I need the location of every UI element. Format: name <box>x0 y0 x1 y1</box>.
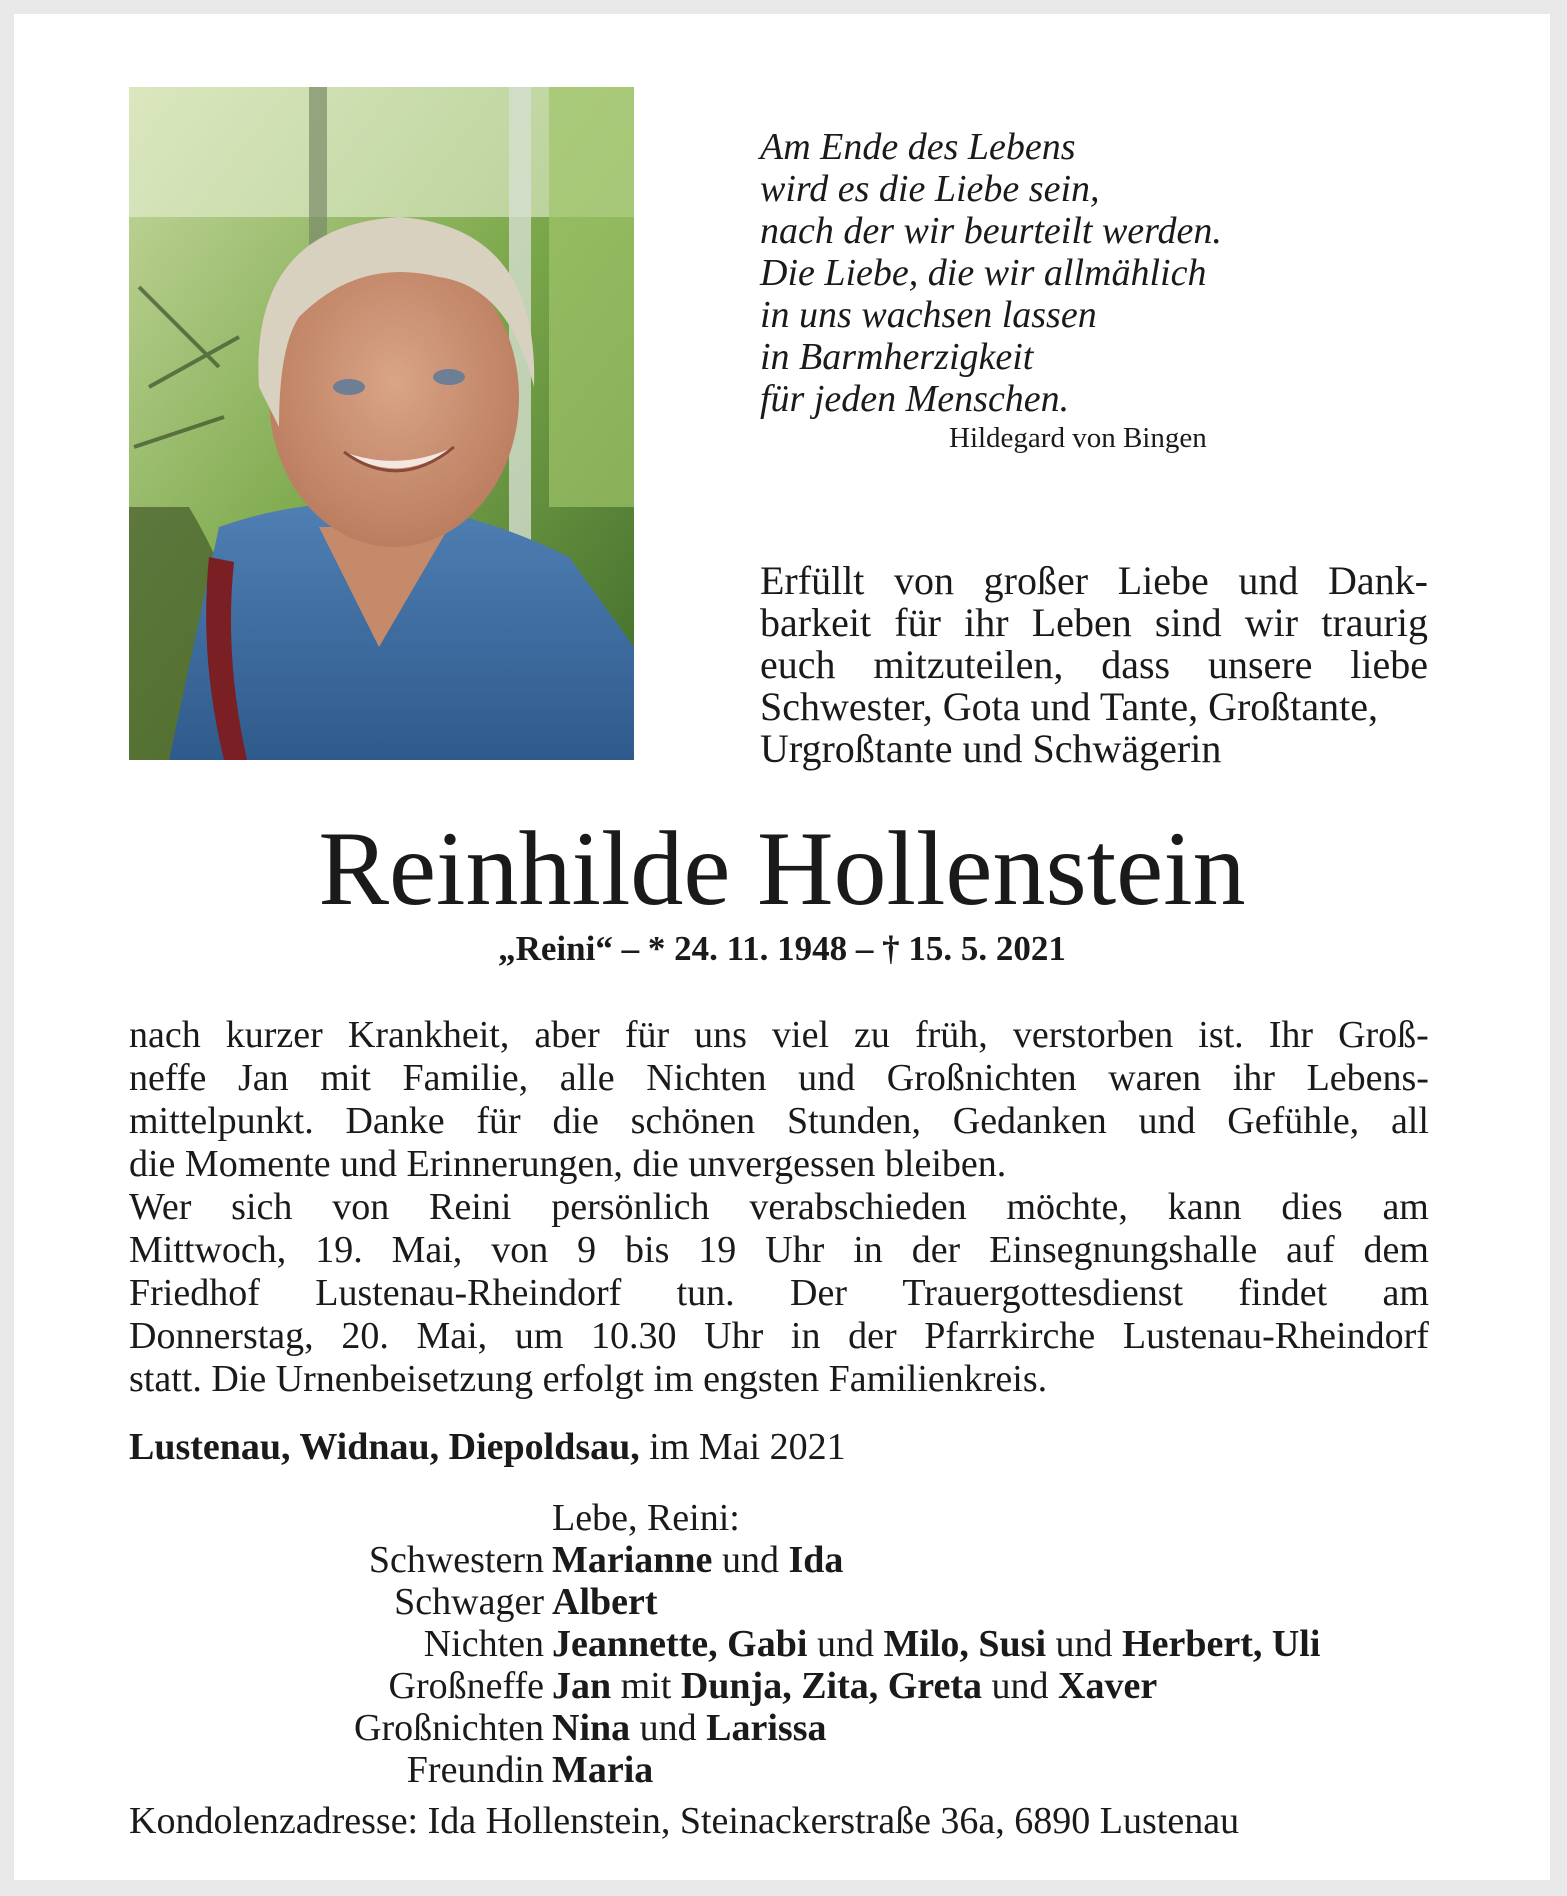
family-names <box>552 1581 658 1623</box>
word: kurzer <box>225 1014 323 1056</box>
word: von <box>332 1186 390 1228</box>
word: Liebe <box>1117 558 1209 603</box>
word: dass <box>1101 642 1171 687</box>
family-names <box>552 1539 843 1581</box>
word: großer <box>983 558 1089 603</box>
word: Großnichten <box>886 1057 1077 1099</box>
poem-line: in Barmherzigkeit <box>760 336 1034 378</box>
word: in <box>790 1315 821 1357</box>
word: Uhr <box>704 1315 764 1357</box>
family-role: Großnichten <box>354 1707 544 1749</box>
word: Jan <box>237 1057 289 1099</box>
poem-line: in uns wachsen lassen <box>760 294 1097 336</box>
word: dem <box>1363 1229 1429 1271</box>
word: viel <box>772 1014 829 1056</box>
word: Erfüllt <box>760 558 865 603</box>
family-person: Herbert, Uli <box>1122 1623 1321 1665</box>
poem-line: Die Liebe, die wir allmählich <box>760 252 1207 294</box>
portrait-image <box>129 87 634 760</box>
family-heading: Lebe, Reini: <box>552 1497 740 1539</box>
family-names <box>552 1707 827 1749</box>
intro-line: Schwester, Gota und Tante, Großtante, <box>760 684 1379 729</box>
word: ist. <box>1198 1014 1244 1056</box>
word: traurig <box>1321 600 1428 645</box>
deceased-name: Reinhilde Hollenstein <box>318 810 1246 927</box>
poem-line: für jeden Menschen. <box>760 378 1070 420</box>
word: um <box>514 1315 564 1357</box>
word: Wer <box>129 1186 192 1228</box>
word: dies <box>1281 1186 1343 1228</box>
word: Groß- <box>1338 1014 1429 1056</box>
family-list <box>14 1497 1550 1791</box>
word: schönen <box>630 1100 756 1142</box>
word: ihr <box>964 600 1009 645</box>
word: Gefühle, <box>1227 1100 1360 1142</box>
word: Ihr <box>1268 1014 1314 1056</box>
family-role: Schwager <box>394 1581 544 1623</box>
family-connector: und <box>991 1665 1049 1707</box>
word: der <box>848 1315 897 1357</box>
family-connector: mit <box>620 1665 672 1707</box>
family-person: Milo, Susi <box>883 1623 1047 1665</box>
place-names: Lustenau, Widnau, Diepoldsau, <box>129 1426 640 1468</box>
word: Gedanken <box>952 1100 1107 1142</box>
family-row <box>14 1623 1550 1665</box>
family-role: Großneffe <box>388 1665 544 1707</box>
word: 10.30 <box>591 1315 677 1357</box>
intro-line <box>760 602 1428 644</box>
word: und <box>1138 1100 1196 1142</box>
word: Reini <box>429 1186 512 1228</box>
word: waren <box>1108 1057 1202 1099</box>
family-person: Xaver <box>1058 1665 1158 1707</box>
word: auf <box>1286 1229 1335 1271</box>
word: Mai, <box>416 1315 488 1357</box>
body-line <box>129 1100 1429 1143</box>
word: am <box>1382 1186 1429 1228</box>
word: ihr <box>1232 1057 1275 1099</box>
word: alle <box>559 1057 615 1099</box>
family-row <box>14 1581 1550 1623</box>
family-person: Albert <box>552 1581 658 1623</box>
word: euch <box>760 642 836 687</box>
word: für <box>476 1100 521 1142</box>
body-line <box>129 1014 1429 1057</box>
family-row <box>14 1665 1550 1707</box>
word: kann <box>1167 1186 1242 1228</box>
family-role: Nichten <box>423 1623 544 1665</box>
word: findet <box>1238 1272 1328 1314</box>
word: in <box>853 1229 883 1271</box>
intro-line: Urgroßtante und Schwägerin <box>760 726 1222 771</box>
word: Leben <box>1031 600 1132 645</box>
word: zu <box>854 1014 890 1056</box>
word: tun. <box>676 1272 735 1314</box>
word: Danke <box>345 1100 445 1142</box>
word: Krankheit, <box>347 1014 510 1056</box>
word: neffe <box>129 1057 207 1099</box>
intro-line <box>760 560 1428 602</box>
poem-line: nach der wir beurteilt werden. <box>760 210 1222 252</box>
word: mitzuteilen, <box>873 642 1064 687</box>
word: und <box>798 1057 856 1099</box>
family-role: Schwestern <box>368 1539 544 1581</box>
word: persönlich <box>551 1186 710 1228</box>
poem <box>760 126 1222 420</box>
word: Dank- <box>1328 558 1428 603</box>
word: von <box>491 1229 549 1271</box>
word: Donnerstag, <box>129 1315 314 1357</box>
word: Trauergottesdienst <box>902 1272 1184 1314</box>
word: die <box>552 1100 599 1142</box>
poem-author: Hildegard von Bingen <box>949 422 1207 454</box>
word: unsere <box>1207 642 1313 687</box>
word: aber <box>534 1014 600 1056</box>
word: und <box>1238 558 1299 603</box>
family-connector: und <box>1055 1623 1113 1665</box>
body-line <box>129 1272 1429 1315</box>
body-line <box>129 1315 1429 1358</box>
family-row <box>14 1749 1550 1791</box>
poem-line: wird es die Liebe sein, <box>760 168 1100 210</box>
portrait-photo <box>129 87 634 760</box>
word: Mai, <box>391 1229 463 1271</box>
intro-text <box>760 560 1428 770</box>
family-connector: und <box>816 1623 874 1665</box>
word: wir <box>1244 600 1299 645</box>
family-connector: und <box>639 1707 697 1749</box>
word: der <box>911 1229 961 1271</box>
family-person: Marianne <box>552 1539 713 1581</box>
word: uns <box>694 1014 747 1056</box>
word: für <box>894 600 941 645</box>
word: verstorben <box>1012 1014 1174 1056</box>
condolence-address: Kondolenzadresse: Ida Hollenstein, Steinackerstraße 36a, 6890 Lustenau <box>129 1800 1240 1842</box>
word: 19. <box>315 1229 363 1271</box>
word: Uhr <box>765 1229 825 1271</box>
word: 9 <box>577 1229 597 1271</box>
word: früh, <box>914 1014 988 1056</box>
word: Familie, <box>402 1057 529 1099</box>
family-person: Nina <box>552 1707 631 1749</box>
word: Friedhof <box>129 1272 260 1314</box>
family-row <box>14 1707 1550 1749</box>
family-person: Ida <box>788 1539 844 1581</box>
family-row <box>14 1539 1550 1581</box>
family-heading-row <box>14 1497 1550 1539</box>
family-person: Dunja, Zita, Greta <box>680 1665 983 1707</box>
word: mit <box>320 1057 371 1099</box>
family-names <box>552 1665 1157 1707</box>
life-dates: „Reini“ – * 24. 11. 1948 – † 15. 5. 2021 <box>498 929 1066 968</box>
word: Stunden, <box>786 1100 921 1142</box>
body-line: die Momente und Erinnerungen, die unvergessen bleiben. <box>129 1143 1007 1185</box>
word: bis <box>625 1229 670 1271</box>
word: barkeit <box>760 600 872 645</box>
word: liebe <box>1350 642 1428 687</box>
intro-line <box>760 644 1428 686</box>
word: Lustenau-Rheindorf <box>315 1272 622 1314</box>
word: all <box>1390 1100 1429 1142</box>
word: 19 <box>698 1229 737 1271</box>
family-connector: und <box>721 1539 779 1581</box>
word: Mittwoch, <box>129 1229 287 1271</box>
word: Pfarrkirche <box>924 1315 1096 1357</box>
word: sind <box>1154 600 1222 645</box>
word: möchte, <box>1006 1186 1128 1228</box>
word: Lustenau-Rheindorf <box>1122 1315 1429 1357</box>
obituary-card <box>14 14 1550 1880</box>
word: von <box>894 558 955 603</box>
family-names <box>552 1623 1320 1665</box>
family-role: Freundin <box>406 1749 544 1791</box>
family-person: Jan <box>552 1665 612 1707</box>
word: mittelpunkt. <box>129 1100 314 1142</box>
word: Der <box>790 1272 848 1314</box>
body-line <box>129 1186 1429 1229</box>
word: für <box>624 1014 670 1056</box>
family-person: Jeannette, Gabi <box>552 1623 808 1665</box>
word: verabschieden <box>749 1186 967 1228</box>
family-person: Maria <box>552 1749 654 1791</box>
word: am <box>1382 1272 1429 1314</box>
place-month: im Mai 2021 <box>649 1426 846 1468</box>
family-names <box>552 1749 653 1791</box>
word: sich <box>231 1186 293 1228</box>
announcement-body <box>129 1014 1429 1401</box>
word: Einsegnungshalle <box>989 1229 1258 1271</box>
word: 20. <box>341 1315 389 1357</box>
word: nach <box>129 1014 201 1056</box>
family-person: Larissa <box>706 1707 827 1749</box>
body-line: statt. Die Urnenbeisetzung erfolgt im engsten Familienkreis. <box>129 1358 1048 1400</box>
word: Lebens- <box>1306 1057 1429 1099</box>
body-line <box>129 1229 1429 1272</box>
poem-line: Am Ende des Lebens <box>760 126 1076 168</box>
place-date <box>129 1425 846 1469</box>
body-line <box>129 1057 1429 1100</box>
word: Nichten <box>646 1057 767 1099</box>
